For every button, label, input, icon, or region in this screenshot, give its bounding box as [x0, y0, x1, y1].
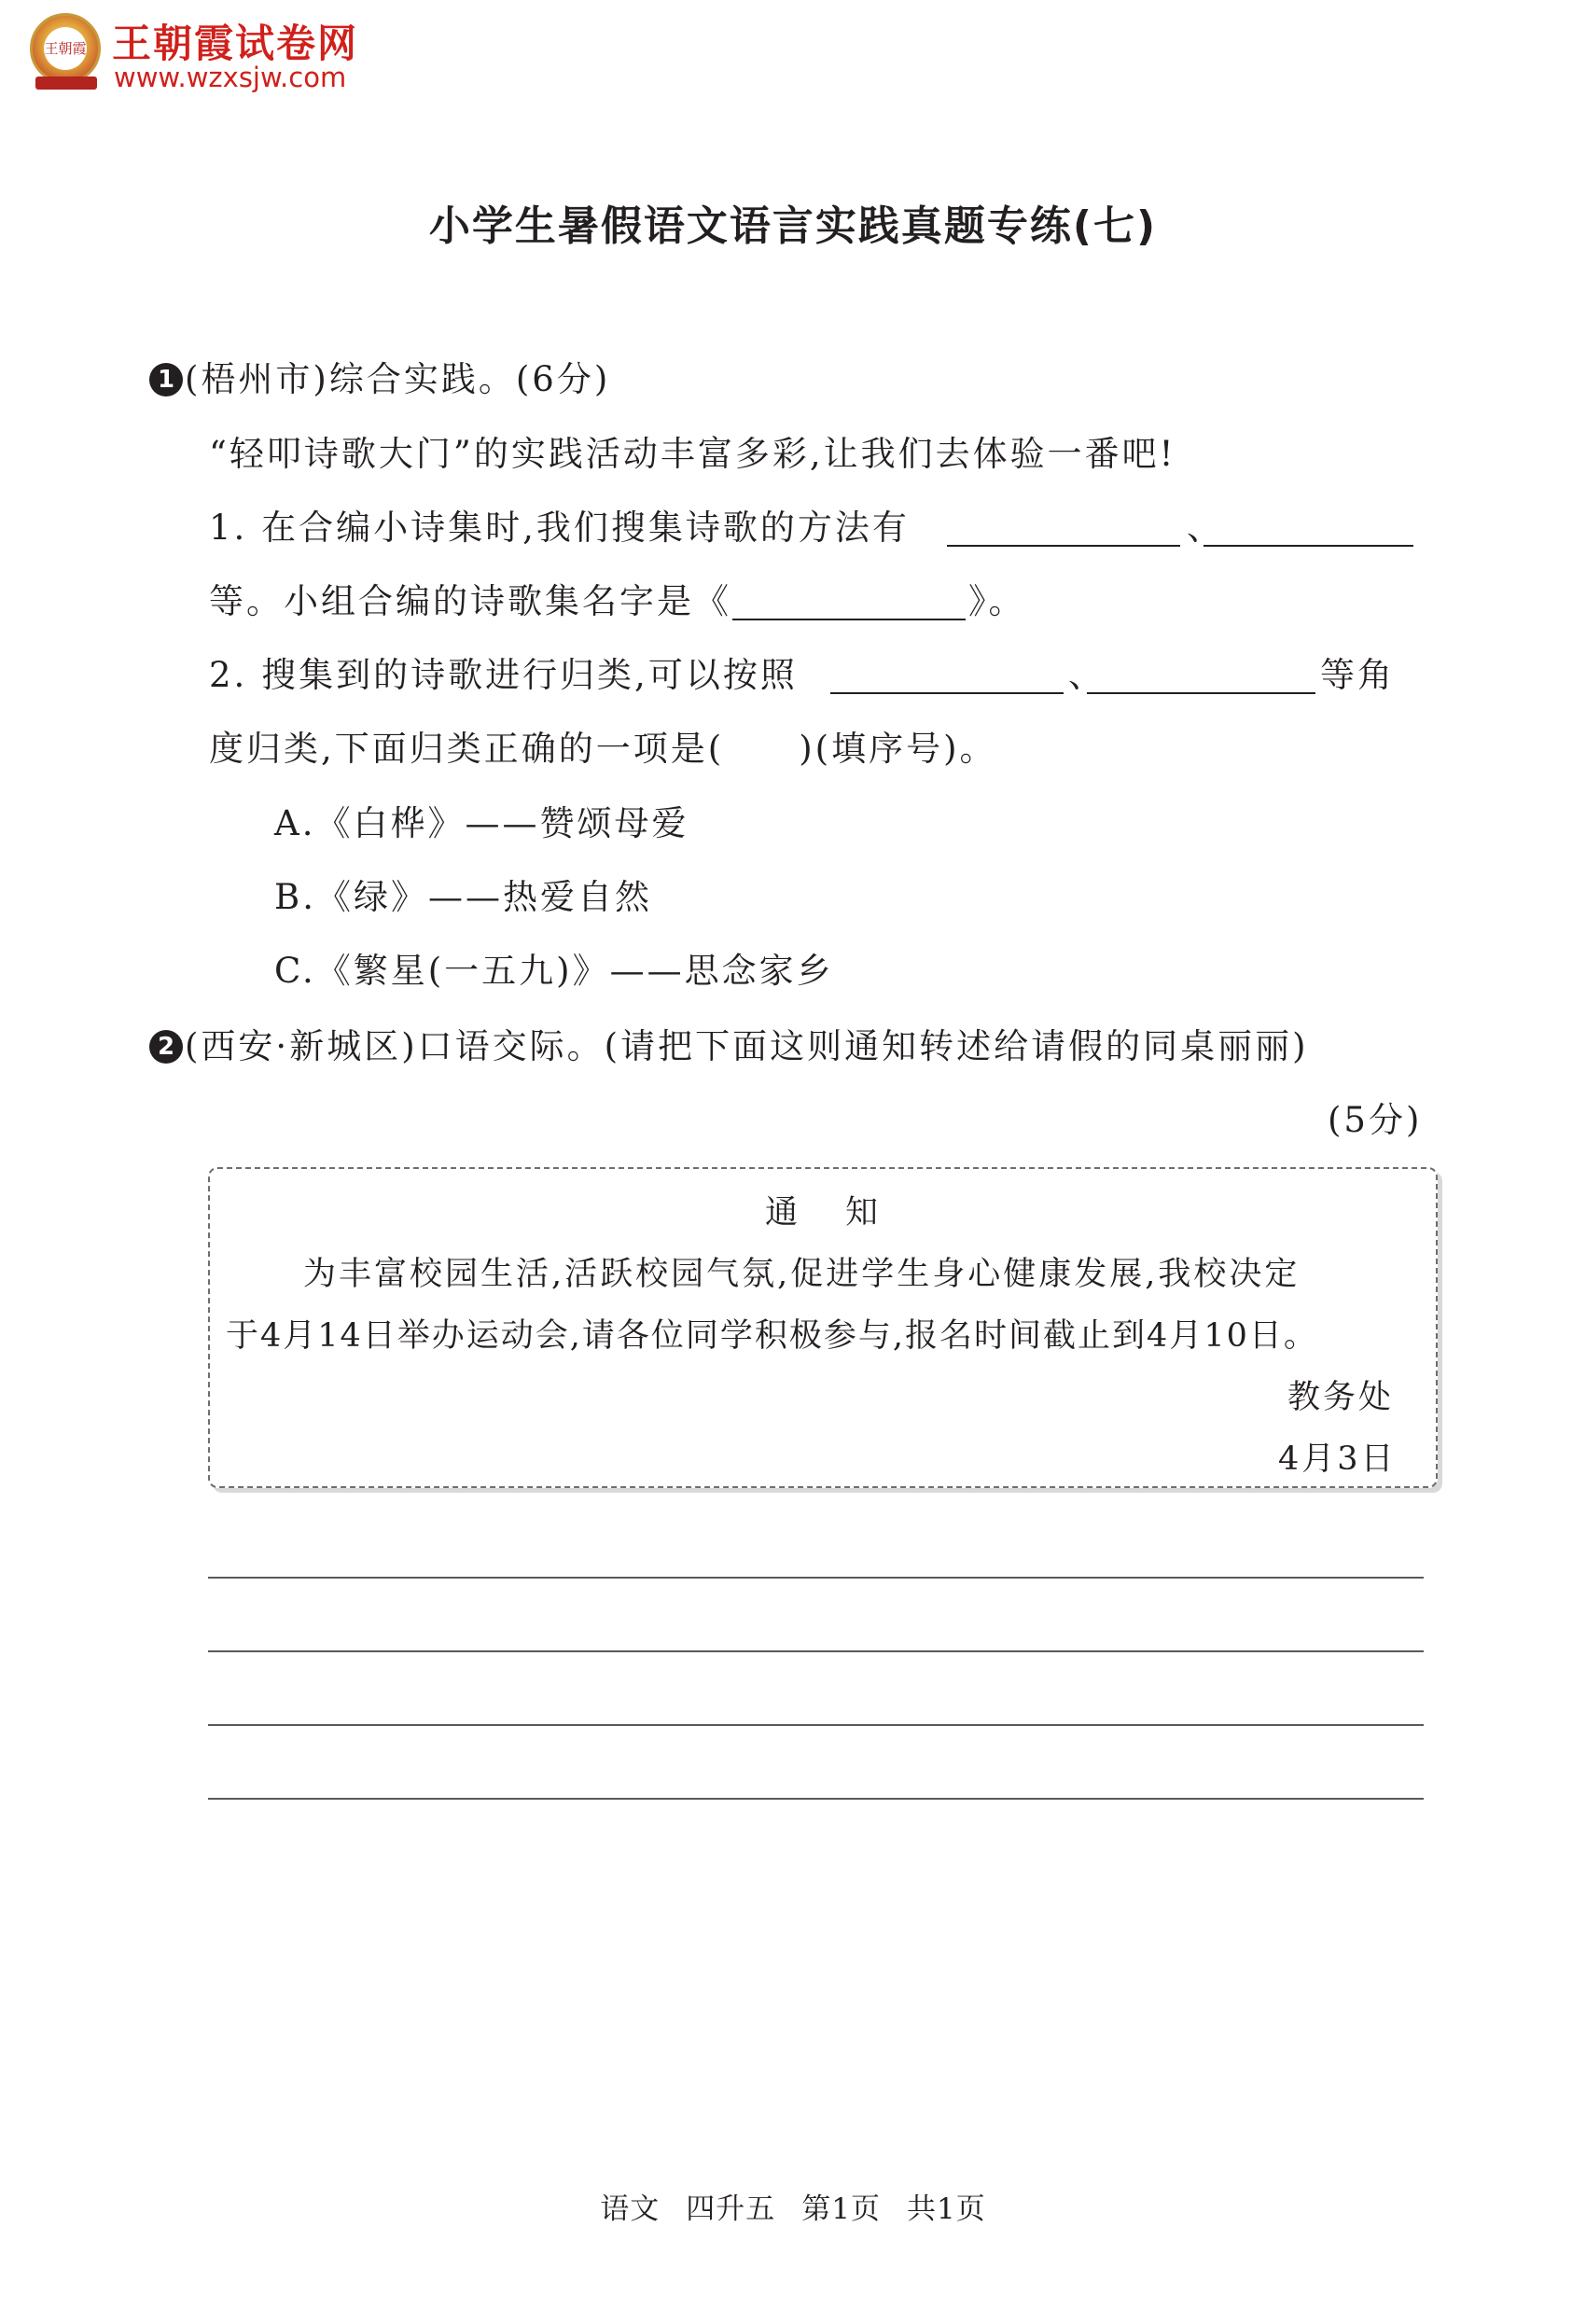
- q1-separator-1: 、: [1187, 508, 1224, 548]
- answer-line-2[interactable]: [208, 1650, 1424, 1652]
- q1-item1-line1: 1. 在合编小诗集时,我们搜集诗歌的方法有: [209, 508, 910, 548]
- logo-ribbon: [35, 77, 97, 90]
- q1-option-b: B.《绿》——热爱自然: [274, 877, 652, 917]
- q1-blank-category-1[interactable]: [830, 692, 1064, 694]
- q1-heading-text: (梧州市)综合实践。(6分): [185, 359, 611, 399]
- q1-number-badge: 1: [149, 363, 183, 397]
- logo-emblem-icon: [30, 13, 101, 84]
- q1-blank-method-1[interactable]: [947, 545, 1180, 547]
- logo-text: 王朝霞: [44, 27, 87, 70]
- notice-line-1: 为丰富校园生活,活跃校园气氛,促进学生身心健康发展,我校决定: [303, 1256, 1301, 1293]
- q2-heading: [149, 1018, 1309, 1068]
- q1-item2-line1-post: 等角: [1320, 655, 1395, 695]
- q1-intro: “轻叩诗歌大门”的实践活动丰富多彩,让我们去体验一番吧!: [209, 434, 1176, 474]
- q2-heading-text: (西安·新城区)口语交际。(请把下面这则通知转述给请假的同桌丽丽): [185, 1026, 1309, 1066]
- q1-item1-line2-pre: 等。小组合编的诗歌集名字是《: [209, 581, 731, 621]
- q1-item1-line2-post: 》。: [968, 581, 1026, 621]
- brand-name: 王朝霞试卷网: [112, 21, 359, 66]
- q2-score: (5分): [1328, 1100, 1423, 1140]
- q1-blank-collection-name[interactable]: [732, 619, 966, 620]
- notice-date: 4月3日: [1278, 1440, 1397, 1478]
- footer-page: 第1页: [801, 2192, 881, 2226]
- answer-line-4[interactable]: [208, 1798, 1424, 1800]
- q2-number-badge: 2: [149, 1030, 183, 1064]
- q1-separator-2: 、: [1068, 655, 1106, 695]
- notice-signature: 教务处: [1287, 1379, 1395, 1416]
- q1-blank-method-2[interactable]: [1203, 545, 1413, 547]
- q1-option-c: C.《繁星(一五九)》——思念家乡: [274, 951, 834, 991]
- notice-line-2: 于4月14日举办运动会,请各位同学积极参与,报名时间截止到4月10日。: [226, 1317, 1318, 1355]
- footer-subject: 语文: [600, 2192, 661, 2226]
- page-title: 小学生暑假语文语言实践真题专练(七): [428, 202, 1158, 250]
- notice-title: 通 知: [765, 1194, 886, 1232]
- q1-option-a: A.《白桦》——赞颂母爱: [274, 803, 689, 843]
- q1-heading: [149, 351, 610, 401]
- answer-line-1[interactable]: [208, 1577, 1424, 1579]
- q1-blank-category-2[interactable]: [1087, 692, 1315, 694]
- footer-grade: 四升五: [686, 2192, 776, 2226]
- answer-line-3[interactable]: [208, 1724, 1424, 1726]
- website-url[interactable]: www.wzxsjw.com: [114, 62, 347, 93]
- q1-item2-line1-pre: 2. 搜集到的诗歌进行归类,可以按照: [209, 655, 798, 695]
- q1-item2-line2: 度归类,下面归类正确的一项是( )(填序号)。: [209, 729, 997, 769]
- page-footer: [0, 2185, 1586, 2227]
- footer-total: 共1页: [907, 2192, 986, 2226]
